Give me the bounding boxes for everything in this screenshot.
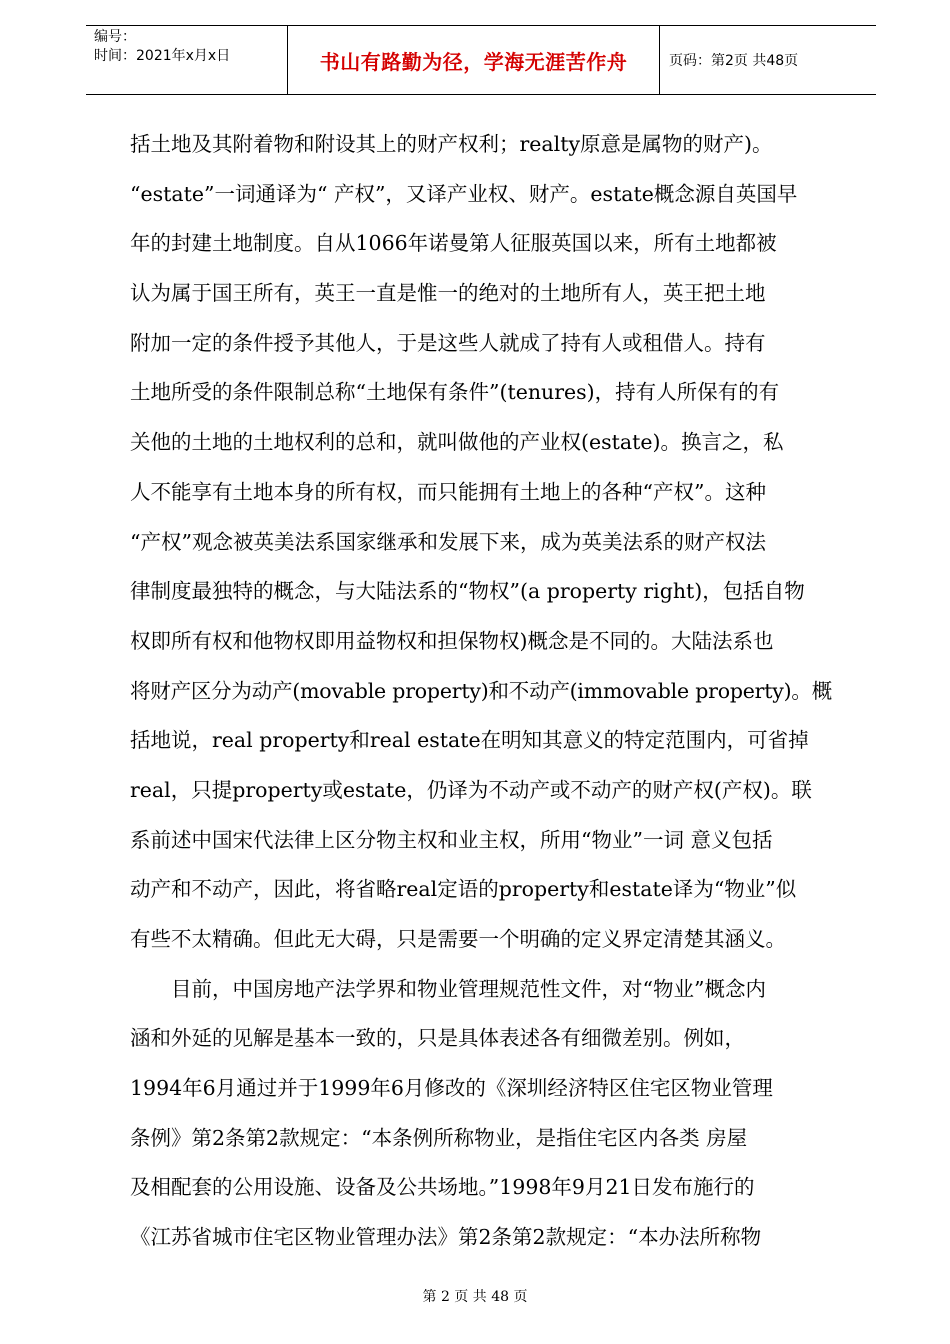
header-meta: [94, 28, 230, 66]
text-line: 权即所有权和他物权即用益物权和担保物权)概念是不同的。大陆法系也: [130, 628, 774, 653]
text-line: 将财产区分为动产(movable property)和不动产(immovable property)。概: [130, 678, 832, 703]
text-line: 括土地及其附着物和附设其上的财产权利；realty原意是属物的财产)。: [130, 132, 773, 156]
header-motto: 书山有路勤为径，学海无涯苦作舟: [319, 50, 628, 74]
text-line: 土地所受的条件限制总称“土地保有条件”(tenures)，持有人所保有的有: [130, 380, 780, 405]
text-line: 涵和外延的见解是基本一致的，只是具体表述各有细微差别。例如，: [130, 1026, 745, 1051]
paragraph-first-line: 目前，中国房地产法学界和物业管理规范性文件，对“物业”概念内: [171, 976, 766, 1001]
text-line: 系前述中国宋代法律上区分物主权和业主权，所用“物业”一词 意义包括: [130, 827, 773, 852]
text-line: “产权”观念被英美法系国家继承和发展下来，成为英美法系的财产权法: [130, 529, 766, 554]
text-line: 年的封建土地制度。自从1066年诺曼第人征服英国以来，所有土地都被: [130, 231, 777, 256]
text-line: 认为属于国王所有，英王一直是惟一的绝对的土地所有人，英王把土地: [130, 281, 766, 306]
text-line: 有些不太精确。但此无大碍，只是需要一个明确的定义界定清楚其涵义。: [130, 927, 786, 951]
document-number-label: 编号：: [94, 29, 136, 45]
text-line: 附加一定的条件授予其他人，于是这些人就成了持有人或租借人。持有: [130, 330, 766, 355]
text-line: 条例》第2条第2款规定：“本条例所称物业，是指住宅区内各类 房屋: [130, 1125, 748, 1150]
document-time-label: 时间：2021年x月x日: [94, 48, 231, 64]
text-line: 括地说，real property和real estate在明知其意义的特定范围内，可省掉: [130, 728, 809, 753]
text-line: 及相配套的公用设施、设备及公共场地。”1998年9月21日发布施行的: [130, 1175, 755, 1200]
page-header: [86, 25, 876, 95]
text-line: 律制度最独特的概念，与大陆法系的“物权”(a property right)，包括自物: [130, 579, 805, 604]
text-line: 动产和不动产，因此，将省略real定语的property和estate译为“物业”似: [130, 877, 797, 902]
text-line: 关他的土地的土地权利的总和，就叫做他的产业权(estate)。换言之，私: [130, 430, 784, 455]
header-page-info: 页码：第2页 共48页: [669, 53, 799, 69]
text-line: 人不能享有土地本身的所有权，而只能拥有土地上的各种“产权”。这种: [130, 479, 766, 504]
text-line: real，只提property或estate，仍译为不动产或不动产的财产权(产权)。联: [130, 777, 812, 802]
page-footer: 第 2 页 共 48 页: [422, 1289, 528, 1305]
text-line: 1994年6月通过并于1999年6月修改的《深圳经济特区住宅区物业管理: [130, 1076, 773, 1101]
header-divider: [659, 26, 660, 94]
text-line: “estate”一词通译为“ 产权”，又译产业权、财产。estate概念源自英国早: [130, 181, 798, 206]
document-body: [130, 120, 832, 1263]
text-line: 《江苏省城市住宅区物业管理办法》第2条第2款规定：“本办法所称物: [130, 1225, 762, 1250]
